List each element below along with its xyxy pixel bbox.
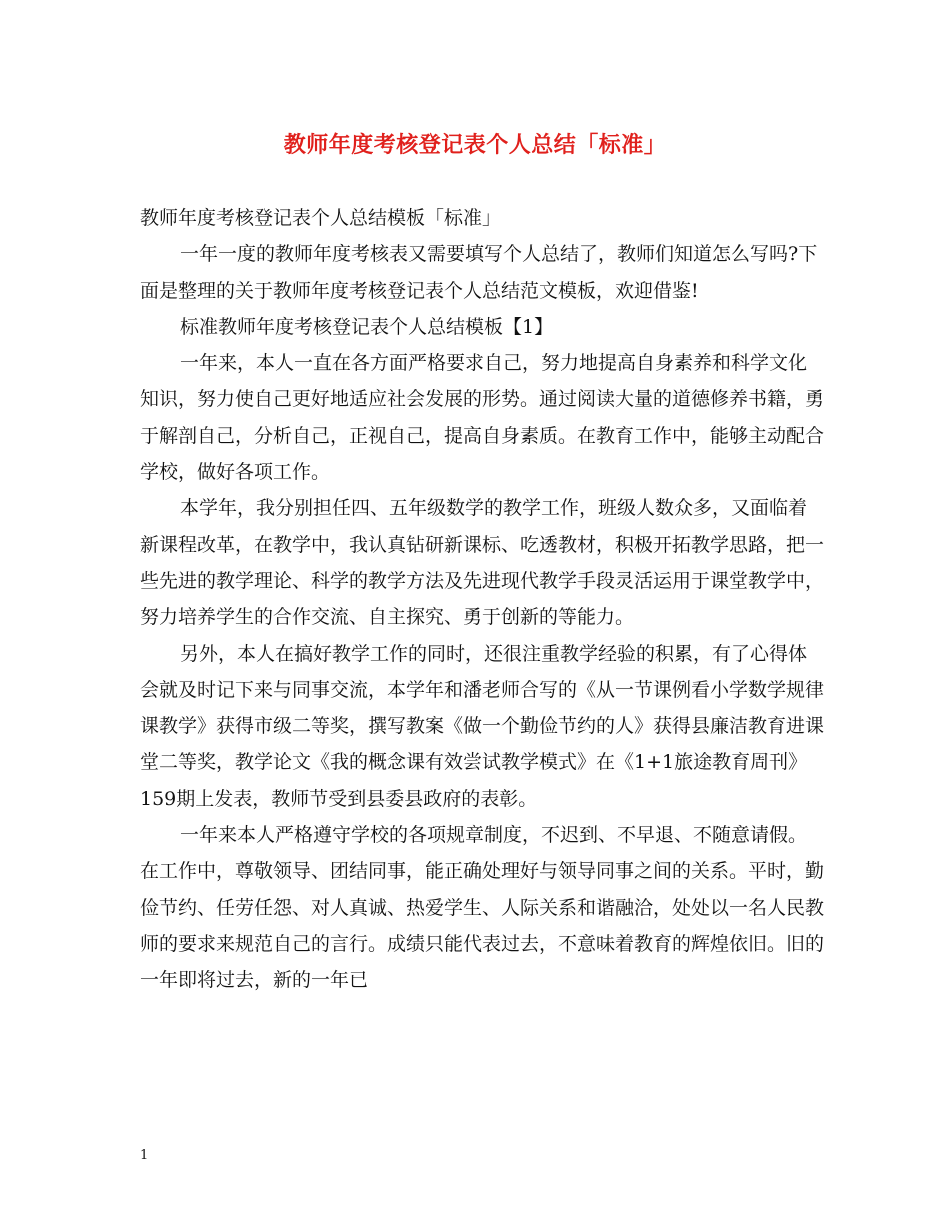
document-title: 教师年度考核登记表个人总结「标准」 (283, 132, 667, 158)
page-number: 1 (140, 1148, 149, 1163)
subtitle-paragraph: 教师年度考核登记表个人总结模板「标准」 (140, 207, 502, 229)
body-paragraph: 另外，本人在搞好教学工作的同时，还很注重教学经验的积累，有了心得体会就及时记下来与同事交流，本学年和潘老师合写的《从一节课例看小学数学规律课教学》获得市级二等奖，撰写教案《做一个勤俭节约的人》获得县廉洁教育进课堂二等奖，教学论文《我的概念课有效尝试教学模式》在《1+1旅途教育周刊》159期上发表，教师节受到县委县政府的表彰。 (140, 642, 825, 810)
body-paragraph: 一年来本人严格遵守学校的各项规章制度，不迟到、不早退、不随意请假。在工作中，尊敬领导、团结同事，能正确处理好与领导同事之间的关系。平时，勤俭节约、任劳任怨、对人真诚、热爱学生、人际关系和谐融洽，处处以一名人民教师的要求来规范自己的言行。成绩只能代表过去，不意味着教育的辉煌依旧。旧的一年即将过去，新的一年已 (140, 824, 825, 992)
body-paragraph: 本学年，我分别担任四、五年级数学的教学工作，班级人数众多，又面临着新课程改革，在教学中，我认真钻研新课标、吃透教材，积极开拓教学思路，把一些先进的教学理论、科学的教学方法及先进现代教学手段灵活运用于课堂教学中，努力培养学生的合作交流、自主探究、勇于创新的等能力。 (140, 497, 825, 629)
body-paragraph: 一年来，本人一直在各方面严格要求自己，努力地提高自身素养和科学文化知识，努力使自己更好地适应社会发展的形势。通过阅读大量的道德修养书籍，勇于解剖自己，分析自己，正视自己，提高自身素质。在教育工作中，能够主动配合学校，做好各项工作。 (140, 352, 825, 484)
section-heading: 标准教师年度考核登记表个人总结模板【1】 (180, 315, 554, 338)
intro-paragraph: 一年一度的教师年度考核表又需要填写个人总结了，教师们知道怎么写吗?下面是整理的关于教师年度考核登记表个人总结范文模板，欢迎借鉴! (140, 243, 818, 302)
document-body (140, 200, 825, 999)
